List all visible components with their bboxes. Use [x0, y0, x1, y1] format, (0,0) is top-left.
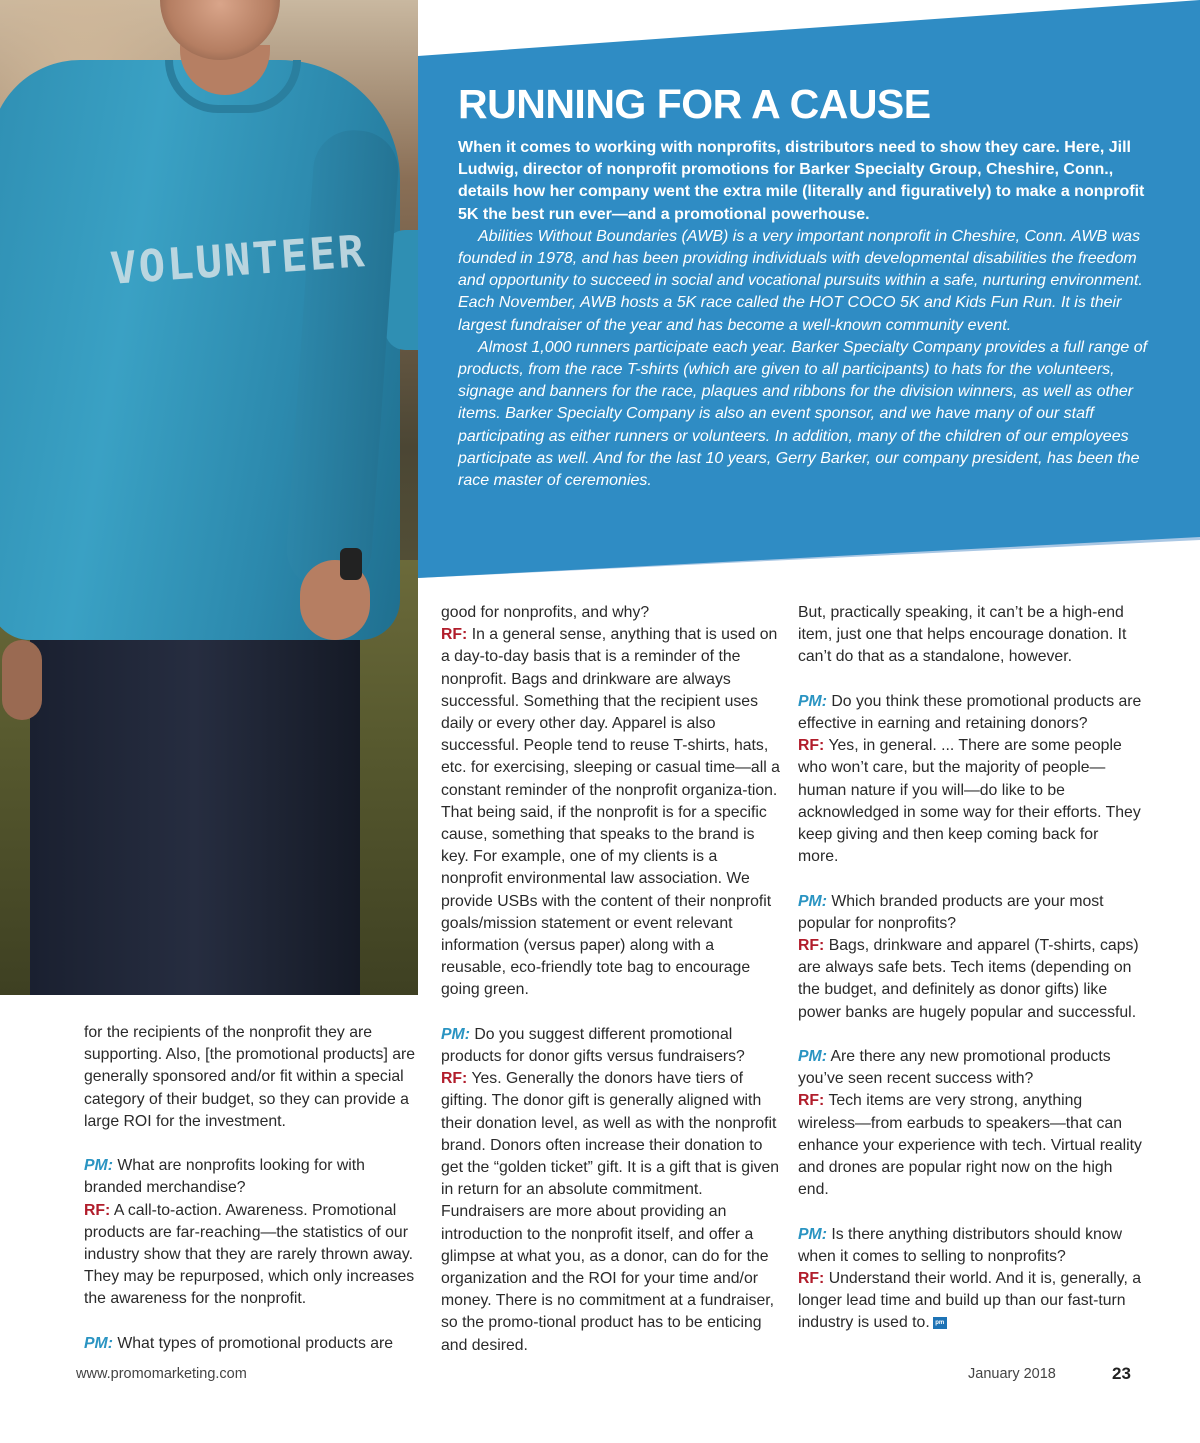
question — [84, 1333, 424, 1355]
column-2 — [441, 602, 781, 1357]
pm-label: PM: — [798, 1225, 827, 1243]
answer — [441, 624, 781, 1001]
article-intro — [458, 137, 1148, 492]
footer-url-link[interactable]: www.promomarketing.com — [76, 1366, 247, 1382]
rf-label: RF: — [84, 1201, 111, 1219]
pm-label: PM: — [798, 892, 827, 910]
rf-label: RF: — [441, 626, 468, 644]
answer-text: Yes, in general. ... There are some people who won’t care, but the majority of people—human nature if you will—do like to be acknowledged in some way for their efforts. They keep giving and then keep coming back for more. — [798, 737, 1141, 866]
answer-text: Bags, drinkware and apparel (T-shirts, caps) are always safe bets. Tech items (depending on the budget, and definitely as donor gifts) like power banks are hugely popular and successful. — [798, 937, 1139, 1021]
article-lead: When it comes to working with nonprofits, distributors need to show they care. Here, Jill Ludwig, director of nonprofit promotions for Barker Specialty Group, Cheshire, Conn., details how her company went the extra mile (literally and figuratively) to make a nonprofit 5K the best run ever—and a promotional powerhouse. — [458, 139, 1145, 223]
rf-label: RF: — [798, 1092, 825, 1110]
answer-text: In a general sense, anything that is used on a day-to-day basis that is a reminder of the nonprofit. Bags and drinkware are always successful. Something that the recipient uses daily or every other day. Apparel is also successful. People tend to reuse T-shirts, hats, etc. for exercising, sleeping or casual time—all a constant reminder of the nonprofit organiza-tion. That being said, if the nonprofit is for a specific cause, something that speaks to the brand is key. For example, one of my clients is a nonprofit environmental law association. We provide USBs with the content of their nonprofit goals/mission statement or event relevant information (versus paper) along with a reusable, eco-friendly tote bag to encourage going green. — [441, 626, 780, 999]
rf-label: RF: — [798, 1270, 825, 1288]
answer-text: Yes. Generally the donors have tiers of gifting. The donor gift is generally aligned with their donation level, as well as with the nonprofit brand. Donors often increase their donation to get the “golden ticket” gift. It is a gift that is given in return for an absolute commitment. Fundraisers are more about providing an introduction to the nonprofit itself, and offer a glimpse at what you, as a donor, can do for the organization and the ROI for your time and/or money. There is no commitment at a fundraiser, so the promo-tional product has to be enticing and desired. — [441, 1070, 780, 1354]
question-text: What types of promotional products are — [117, 1334, 394, 1352]
photo-pants — [30, 600, 360, 995]
answer — [84, 1200, 424, 1311]
question — [798, 1046, 1143, 1090]
answer — [798, 1090, 1143, 1201]
answer-text: Understand their world. And it is, generally, a longer lead time and build up than our fast-turn industry is used to. — [798, 1270, 1142, 1332]
pm-label: PM: — [798, 692, 827, 710]
answer-text: Tech items are very strong, anything wireless—from earbuds to speakers—that can enhance your experience with tech. Virtual reality and drones are popular right now on the high end. — [798, 1092, 1142, 1199]
question-text: Which branded products are your most popular for nonprofits? — [798, 892, 1104, 932]
rf-label: RF: — [798, 737, 825, 755]
answer — [798, 1268, 1143, 1335]
rf-label: RF: — [798, 937, 825, 955]
question — [798, 1224, 1143, 1268]
question-text: Are there any new promotional products you’ve seen recent success with? — [798, 1048, 1111, 1088]
article-title: RUNNING FOR A CAUSE — [458, 81, 931, 127]
question-text: Do you think these promotional products are effective in earning and retaining donors? — [798, 692, 1142, 732]
question — [441, 1024, 781, 1068]
page-number: 23 — [1112, 1364, 1131, 1383]
paragraph: But, practically speaking, it can’t be a high-end item, just one that helps encourage donation. It can’t do that as a standalone, however. — [798, 604, 1127, 666]
question — [798, 691, 1143, 735]
pm-label: PM: — [798, 1048, 827, 1066]
end-mark-icon: pm — [933, 1317, 947, 1329]
intro-paragraph: Almost 1,000 runners participate each year. Barker Specialty Company provides a full range of products, from the race T-shirts (which are given to all participants) to hats for the volunteers, signage and banners for the race, plaques and ribbons for the division winners, as well as other items. Barker Specialty Company is also an event sponsor, and we have many of our staff participating as either runners or volunteers. In addition, many of the children of our employees participate as well. And for the last 10 years, Gerry Barker, our company president, has been the race master of ceremonies. — [458, 338, 1148, 490]
answer — [798, 935, 1143, 1024]
answer — [441, 1068, 781, 1357]
intro-paragraph: Abilities Without Boundaries (AWB) is a very important nonprofit in Cheshire, Conn. AWB was founded in 1978, and has been providing individuals with developmental disabilities the freedom and opportunity to succeed in social and vocational pursuits within a safe, nurturing environment. Each November, AWB hosts a 5K race called the HOT COCO 5K and Kids Fun Run. It is their largest fundraiser of the year and has become a well-known community event. — [458, 227, 1143, 334]
question-text: Do you suggest different promotional products for donor gifts versus fundraisers? — [441, 1025, 745, 1066]
rf-label: RF: — [441, 1070, 468, 1088]
pm-label: PM: — [84, 1334, 113, 1352]
question — [798, 891, 1143, 935]
footer-date: January 2018 — [968, 1366, 1056, 1382]
photo-left-hand — [2, 640, 42, 720]
column-3 — [798, 602, 1143, 1335]
shirt-text: VOLUNTEER — [108, 226, 368, 295]
question-text: What are nonprofits looking for with branded merchandise? — [84, 1157, 365, 1197]
question-text: Is there anything distributors should know when it comes to selling to nonprofits? — [798, 1225, 1123, 1265]
pm-label: PM: — [84, 1157, 113, 1175]
question — [84, 1155, 424, 1199]
answer — [798, 735, 1143, 868]
answer-text: A call-to-action. Awareness. Promotional products are far-reaching—the statistics of our industry show that they are rarely thrown away. They may be repurposed, which only increases the awareness for the nonprofit. — [84, 1201, 415, 1308]
pm-label: PM: — [441, 1025, 470, 1043]
column-1 — [84, 1022, 424, 1355]
paragraph: for the recipients of the nonprofit they are supporting. Also, [the promotional products] are generally sponsored and/or fit within a special category of their budget, so they can provide a large ROI for the investment. — [84, 1024, 416, 1130]
paragraph: good for nonprofits, and why? — [441, 604, 650, 621]
